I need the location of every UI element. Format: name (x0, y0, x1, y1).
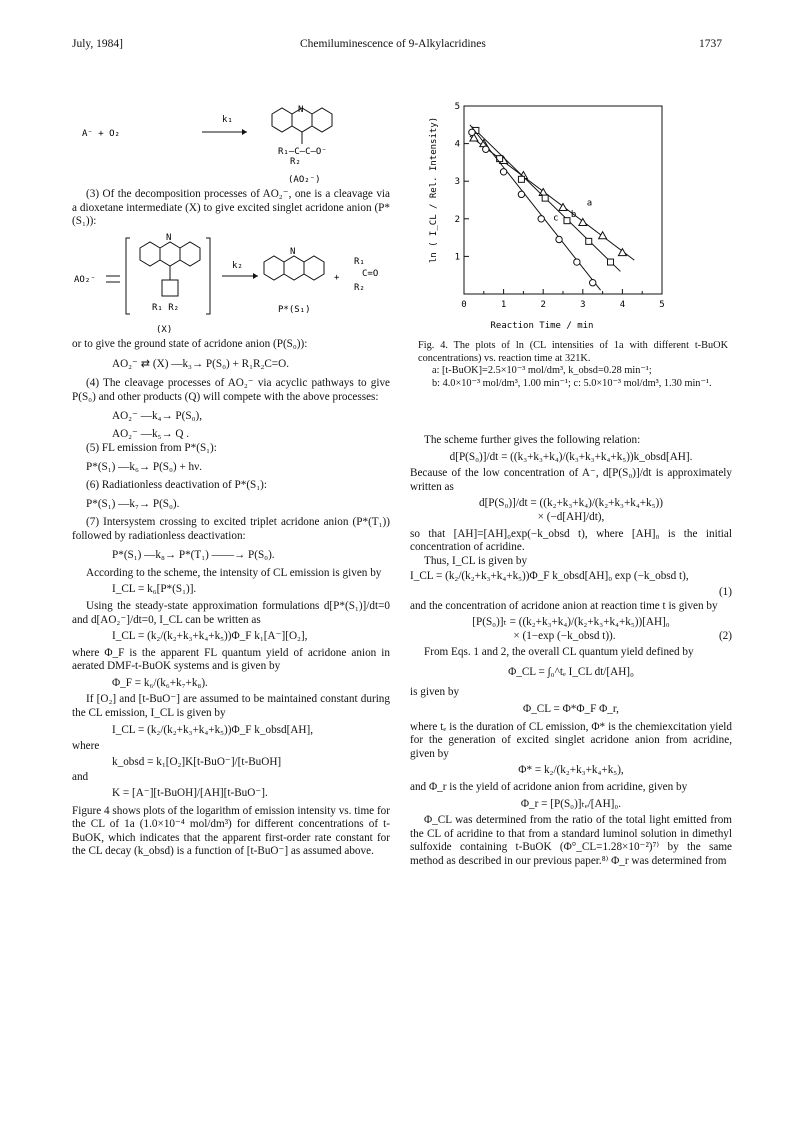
paragraph-3: (3) Of the decomposition processes of AO₂⁻, one is a cleavage via a dioxetane intermediate (X) to give excited singlet acridone anion (P*(S₁)): (72, 188, 390, 228)
x-axis-label: Reaction Time / min (490, 321, 594, 331)
equation-4a: AO₂⁻ —k₄→ P(S₀), (112, 410, 203, 423)
data-point-c (469, 129, 475, 135)
right-equation-2b: × (−d[AH]/dt), (537, 510, 605, 523)
equation-number-2: (2) (718, 629, 732, 642)
equation-13: K = [A⁻][t-BuOH]/[AH][t-BuO⁻]. (112, 787, 268, 800)
left-column-body (72, 338, 390, 859)
paragraph-10: where Φ_F is the apparent FL quantum yield of acridone anion in aerated DMF-t-BuOK systems and is given by (72, 646, 390, 673)
svg-text:N: N (290, 247, 296, 257)
data-point-c (518, 191, 524, 197)
equation-11: I_CL = (k₂/(k₂+k₃+k₄+k₅))Φ_F k_obsd[AH], (112, 723, 314, 736)
y-tick-label: 3 (454, 177, 460, 188)
scheme-mid-ps1: P*(S₁) (278, 305, 311, 315)
data-point-c (556, 236, 562, 242)
paragraph-8: According to the scheme, the intensity of CL emission is given by (86, 566, 382, 579)
paragraph-14: Figure 4 shows plots of the logarithm of emission intensity vs. time for the CL of 1a (1.0×10⁻⁴ mol/dm³) for different concentrations of t-BuOK, which indicates that the apparent first-order rate constant for the CL decay (k_obsd) is a function of [t-BuO⁻] as assumed above. (72, 804, 390, 858)
paragraph-11: If [O₂] and [t-BuO⁻] are assumed to be maintained constant during the CL emission, I_CL is given by (72, 693, 390, 720)
y-axis-label: ln ( I_CL / Rel. Intensity) (429, 116, 439, 264)
scheme-mid-ketone-r1: R₁ (354, 257, 365, 267)
data-point-b (608, 259, 614, 265)
fit-line-c (470, 125, 601, 290)
scheme-top-reactant: A⁻ + O₂ (82, 129, 120, 139)
right-equation-5b: × (1−exp (−k_obsd t)). (513, 629, 616, 642)
scheme-top-structure (82, 104, 382, 188)
caption-a: a: [t-BuOK]=2.5×10⁻³ mol/dm³, k_obsd=0.28 min⁻¹; (432, 365, 652, 376)
equation-9: I_CL = (k₂/(k₂+k₃+k₄+k₅))Φ_F k₁[A⁻][O₂], (112, 630, 308, 643)
series-label-a: a (586, 198, 593, 209)
right-equation-9: Φ_r = [P(S₀)]ₜₑ/[AH]₀. (520, 797, 622, 810)
data-point-b (542, 195, 548, 201)
scheme-top-substituent: R₁–C–C–O⁻ (278, 147, 327, 157)
equation-5: P*(S₁) —k₆→ P(S₀) + hν. (86, 461, 202, 474)
right-paragraph-3: so that [AH]=[AH]₀exp(−k_obsd t), where [AH]₀ is the initial concentration of acridine. (410, 527, 732, 554)
equation-8: I_CL = k₆[P*(S₁)]. (112, 583, 197, 596)
svg-text:N: N (166, 233, 172, 243)
right-equation-5a: [P(S₀)]ₜ = ((k₂+k₃+k₄)/(k₂+k₃+k₄+k₅))[AH]₀ (472, 616, 670, 629)
right-equation-8: Φ* = k₂/(k₂+k₃+k₄+k₅), (518, 764, 624, 777)
series-label-b: b (570, 209, 577, 220)
scheme-top-product: (AO₂⁻) (288, 175, 321, 185)
data-point-c (574, 259, 580, 265)
data-point-c (538, 216, 544, 222)
right-equation-1: d[P(S₀)]/dt = ((k₃+k₃+k₄)/(k₃+k₃+k₄+k₅))k_obsd[AH]. (449, 450, 693, 463)
figure-caption (418, 340, 728, 390)
paragraph-4: (4) The cleavage processes of AO₂⁻ via acyclic pathways to give P(S₀) and other products (Q) will compete with the above processes: (72, 377, 390, 403)
right-paragraph-5: and the concentration of acridone anion at reaction time t is given by (410, 599, 718, 612)
equation-number-1: (1) (718, 585, 732, 598)
running-header-date: July, 1984] (72, 38, 124, 50)
data-point-b (564, 218, 570, 224)
x-tick-label: 5 (659, 300, 665, 310)
svg-text:N: N (298, 105, 304, 115)
equation-ground-state: AO₂⁻ ⇄ (X) —k₃→ P(S₀) + R₁R₂C=O. (112, 357, 289, 370)
plot-frame (464, 106, 662, 294)
scheme-mid-ketone-r2: R₂ (354, 283, 365, 293)
right-paragraph-2: Because of the low concentration of A⁻, d[P(S₀)]/dt is approximately written as (410, 467, 732, 493)
scheme-dioxetane-structure (72, 232, 390, 336)
paragraph-6: (6) Radiationless deactivation of P*(S₁): (86, 478, 267, 491)
data-point-b (497, 156, 503, 162)
data-point-c (590, 280, 596, 286)
right-equation-7: Φ_CL = Φ*Φ_F Φ_r, (523, 703, 619, 716)
x-tick-label: 1 (500, 300, 507, 310)
scheme-mid-left: AO₂⁻ (74, 275, 96, 285)
right-paragraph-7: is given by (410, 685, 460, 698)
data-point-b (586, 238, 592, 244)
y-tick-label: 5 (454, 102, 460, 112)
paragraph-9: Using the steady-state approximation formulations d[P*(S₁)]/dt=0 and d[AO₂⁻]/dt=0, I_CL can be written as (72, 599, 390, 626)
data-point-c (483, 146, 489, 152)
paragraph-ground-state: or to give the ground state of acridone anion (P(S₀)): (72, 338, 308, 350)
fit-line-a (470, 136, 634, 260)
scheme-top-k1: k₁ (222, 115, 233, 125)
data-point-b (518, 176, 524, 182)
caption-b: b: 4.0×10⁻³ mol/dm³, 1.00 min⁻¹; c: 5.0×10⁻³ mol/dm³, 1.30 min⁻¹. (432, 377, 712, 389)
y-tick-label: 2 (454, 214, 460, 225)
data-point-c (500, 169, 506, 175)
right-paragraph-9: and Φ_r is the yield of acridone anion from acridine, given by (410, 781, 688, 794)
right-paragraph-4: Thus, I_CL is given by (424, 554, 528, 567)
word-where: where (72, 740, 100, 753)
scheme-mid-x-label: (X) (156, 325, 173, 335)
right-equation-4: I_CL = (k₂/(k₂+k₃+k₄+k₅))Φ_F k_obsd[AH]₀ exp (−k_obsd t), (410, 570, 689, 583)
word-and: and (72, 771, 89, 784)
right-paragraph-8: where tₑ is the duration of CL emission, Φ* is the chemiexcitation yield for the generation of excited singlet acridone anion from acridine, given by (410, 720, 732, 760)
x-tick-label: 2 (540, 300, 546, 310)
equation-12: k_obsd = k₁[O₂]K[t-BuO⁻]/[t-BuOH] (112, 755, 282, 768)
y-tick-label: 1 (454, 252, 460, 263)
right-equation-6: Φ_CL = ∫₀^tₑ I_CL dt/[AH]₀ (508, 665, 634, 678)
x-tick-label: 4 (619, 300, 626, 310)
x-tick-label: 0 (461, 300, 467, 310)
running-header-title: Chemiluminescence of 9-Alkylacridines (300, 38, 486, 50)
x-tick-label: 3 (580, 300, 586, 310)
right-column (410, 434, 732, 869)
paragraph-7: (7) Intersystem crossing to excited triplet acridone anion (P*(T₁)) followed by radiationless deactivation: (72, 515, 390, 542)
right-paragraph-1: The scheme further gives the following relation: (424, 434, 641, 446)
data-point-a (599, 232, 607, 239)
caption-main: Fig. 4. The plots of ln (CL intensities of 1a with different t-BuOK concentrations) vs. reaction time at 321K. (418, 340, 728, 364)
equation-7: P*(S₁) —k₈→ P*(T₁) ——→ P(S₀). (112, 549, 275, 562)
scheme-mid-ketone-c: C=O (362, 269, 379, 279)
series-label-c: c (553, 213, 559, 224)
equation-4b: AO₂⁻ —k₅→ Q . (112, 427, 190, 440)
figure-4-chart (418, 98, 718, 336)
right-paragraph-10: Φ_CL was determined from the ratio of the total light emitted from the CL of acridine to that from a standard luminol solution in dimethyl sulfoxide containing t-BuOK (Φ°_CL=1.28×10⁻²)⁷⁾ by the same method as described in our previous paper.⁸⁾ Φ_r was determined from (410, 814, 732, 868)
paragraph-5: (5) FL emission from P*(S₁): (86, 441, 217, 454)
equation-6: P*(S₁) —k₇→ P(S₀). (86, 498, 180, 511)
y-tick-label: 4 (454, 139, 460, 150)
left-column (72, 188, 390, 229)
right-paragraph-6: From Eqs. 1 and 2, the overall CL quantum yield defined by (424, 646, 694, 659)
scheme-mid-k2: k₂ (232, 261, 243, 271)
page-number: 1737 (699, 38, 722, 50)
right-equation-2a: d[P(S₀)]/dt = ((k₂+k₃+k₄)/(k₂+k₃+k₄+k₅)) (478, 497, 664, 510)
scheme-mid-r1r2: R₁ R₂ (152, 303, 180, 313)
equation-10: Φ_F = k₆/(k₆+k₇+k₈). (112, 676, 208, 689)
scheme-mid-plus: + (334, 273, 340, 283)
scheme-top-r2: R₂ (290, 157, 301, 167)
